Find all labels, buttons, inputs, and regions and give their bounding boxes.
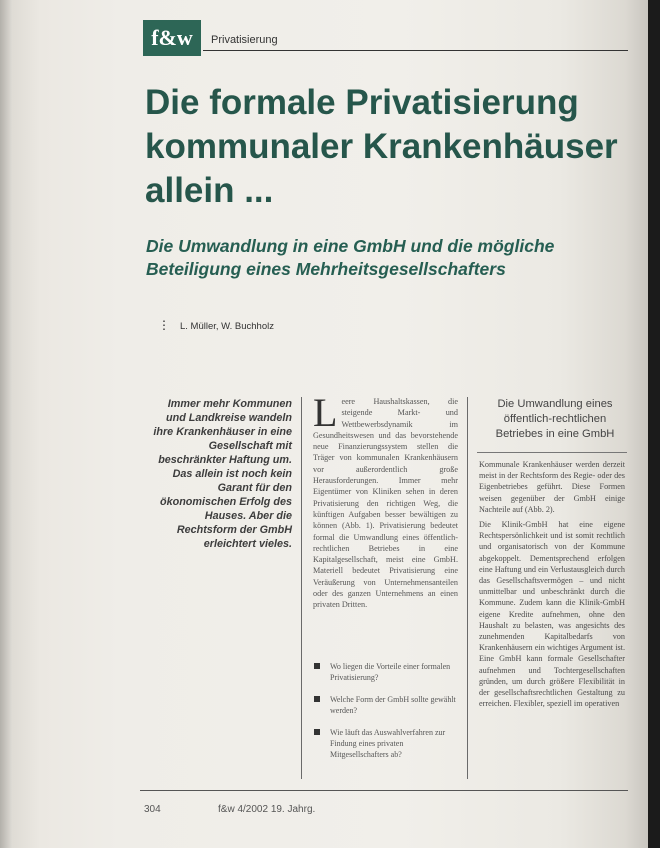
section-label: Privatisierung [211,34,278,46]
bullet-square-icon [314,663,320,669]
list-item [313,694,463,716]
box-heading-rule [477,452,627,453]
box-paragraph: Die Klinik-GmbH hat eine eigene Rechtspersönlichkeit und ist somit rechtlich und organisatorisch von der Kommune abgekoppelt. Dementsprechend erfolgen eine Haftung und ein Verlustausgleich durch das Gesellschaftsvermögen – und nicht unmittelbar und unbeschränkt durch die Kommune. Zudem kann die Klinik-GmbH eigene Kredite aufnehmen, ohne den Haushalt zu belasten, was angesichts des zunehmenden Kapitalbedarfs von Krankenhäusern ein wichtiges Argument ist. Eine GmbH kann formale Gesellschafter aufnehmen und Tochtergesellschaften gründen, um durch größere Flexibilität in der gesellschaftsrechtlichen Gestaltung zu erreichen. Flexibler, speziell im operativen [479,520,625,709]
footer-rule [140,790,628,791]
page-number: 304 [144,804,161,815]
bullet-square-icon [314,729,320,735]
body-intro-text: eere Haushaltskassen, die steigende Markt- und Wettbewerbsdynamik im Gesundheitswesen und das bevorstehende neue Finanzierungssystem stellen die Träger von kommunalen Krankenhäusern vor außerordentlich große Herausforderungen. Immer mehr Eigentümer von Kliniken sehen in deren Privatisierung den richtigen Weg, die künftigen Aufgaben besser bewältigen zu können (Abb. 1). Privatisierung bedeutet formal die Umwandlung eines öffentlich-rechtlichen Betriebes in eine Kapitalgesellschaft, meist eine GmbH. Materiell bedeutet Privatisierung eine Veräußerung von Unternehmensanteilen oder des ganzen Unternehmens an einen privaten Dritten. [313,397,458,610]
header-rule [203,50,628,51]
article-subtitle: Die Umwandlung in eine GmbH und die mögliche Beteiligung eines Mehrheitsgesellschafters [146,236,555,279]
book-gutter-edge [0,0,12,848]
drop-cap: L [313,390,338,435]
authors: L. Müller, W. Buchholz [180,321,274,332]
box-heading: Die Umwandlung eines öffentlich-rechtlichen Betriebes in eine GmbH [495,398,615,440]
body-intro [313,390,458,611]
question-text: Welche Form der GmbH sollte gewählt werden? [330,695,456,715]
journal-logo: f&w [143,20,201,56]
box-paragraph: Kommunale Krankenhäuser werden derzeit meist in der Rechtsform des Regie- oder des Eigenbetriebes geführt. Diese Formen weisen gegenüber der GmbH einige Nachteile auf (Abb. 2). [479,460,625,514]
author-bullet-icon: ⋮ [158,318,170,332]
authors-line [158,318,274,332]
column-divider-left [301,397,302,779]
bullet-square-icon [314,696,320,702]
teaser-text: Immer mehr Kommunen und Landkreise wandeln ihre Krankenhäuser in eine Gesellschaft mit beschränkter Haftung um. Das allein ist noch kein Garant für den ökonomischen Erfolg des Hauses. Aber die Rechtsform der GmbH erleichtert vieles. [153,398,292,550]
box-body [479,459,625,713]
list-item [313,727,463,760]
journal-issue: f&w 4/2002 19. Jahrg. [218,804,316,815]
list-item [313,661,463,683]
column-divider-right [467,397,468,779]
question-text: Wo liegen die Vorteile einer formalen Privatisierung? [330,662,451,682]
article-title: Die formale Privatisierung kommunaler Krankenhäuser allein ... [145,83,618,210]
question-text: Wie läuft das Auswahlverfahren zur Findung eines privaten Mitgesellschafters ab? [330,728,446,759]
question-list [313,661,463,771]
